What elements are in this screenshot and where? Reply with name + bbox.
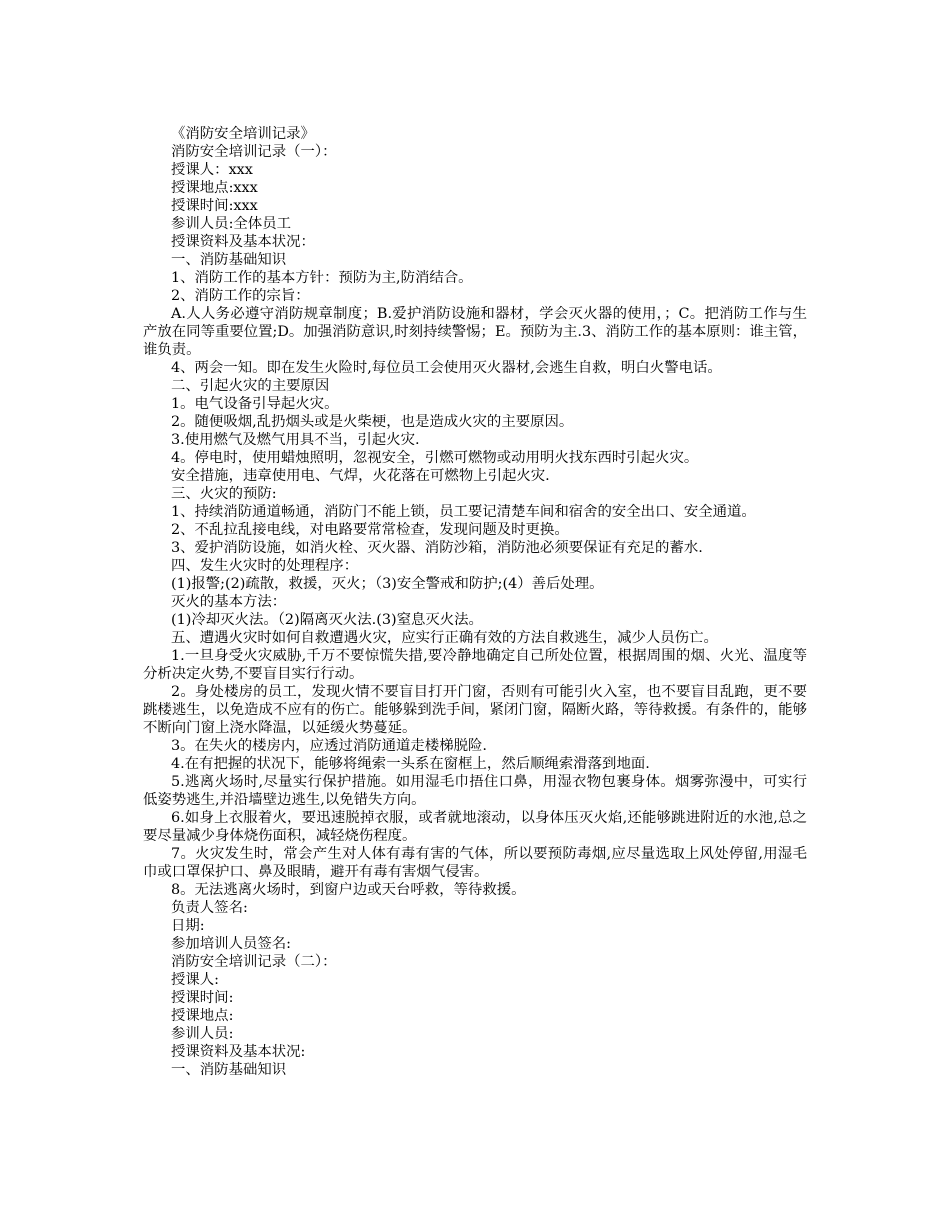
document-paragraph: 授课时间:xxx bbox=[171, 198, 258, 214]
document-paragraph: 5.逃离火场时,尽量实行保护措施。如用湿毛巾捂住口鼻，用湿衣物包裹身体。烟雾弥漫中，可实行低姿势逃生,并沿墙壁边逃生,以免错失方向。 bbox=[143, 774, 807, 808]
document-paragraph: 4。停电时，使用蜡烛照明，忽视安全，引燃可燃物或动用明火找东西时引起火灾。 bbox=[171, 450, 699, 466]
document-paragraph: 1、消防工作的基本方针：预防为主,防消结合。 bbox=[171, 270, 473, 286]
document-paragraph: 2。随便吸烟,乱扔烟头或是火柴梗，也是造成火灾的主要原因。 bbox=[171, 414, 574, 430]
document-paragraph: 《消防安全培训记录》 bbox=[171, 126, 315, 142]
document-paragraph: 二、引起火灾的主要原因 bbox=[171, 378, 330, 394]
document-paragraph: 4、两会一知。即在发生火险时,每位员工会使用灭火器材,会逃生自救，明白火警电话。 bbox=[171, 360, 722, 376]
document-paragraph: 2。身处楼房的员工，发现火情不要盲目打开门窗，否则有可能引火入室，也不要盲目乱跑，更不要跳楼逃生，以免造成不应有的伤亡。能够躲到洗手间，紧闭门窗，隔断火路，等待救援。有条件的，能够不断向门窗上浇水降温，以延缓火势蔓延。 bbox=[143, 684, 807, 736]
document-paragraph: 消防安全培训记录（二）： bbox=[171, 954, 337, 970]
document-paragraph: 授课人: bbox=[171, 972, 220, 988]
document-paragraph: 参加培训人员签名: bbox=[171, 936, 291, 952]
document-paragraph: 3.使用燃气及燃气用具不当，引起火灾. bbox=[171, 432, 420, 448]
document-paragraph: 负责人签名: bbox=[171, 900, 248, 916]
document-paragraph: 2、不乱拉乱接电线，对电路要常常检查，发现问题及时更换。 bbox=[171, 522, 569, 538]
document-paragraph: 灭火的基本方法： bbox=[171, 594, 287, 610]
document-paragraph: 消防安全培训记录（一）： bbox=[171, 144, 337, 160]
document-paragraph: 1.一旦身受火灾威胁,千万不要惊慌失措,要冷静地确定自己所处位置，根据周围的烟、火光、温度等分析决定火势,不要盲目实行行动。 bbox=[143, 648, 807, 682]
document-paragraph: 一、消防基础知识 bbox=[171, 1062, 287, 1078]
document-paragraph: 4.在有把握的状况下，能够将绳索一头系在窗框上，然后顺绳索滑落到地面. bbox=[171, 756, 650, 772]
document-paragraph: 授课资料及基本状况： bbox=[171, 234, 315, 250]
document-paragraph: 1、持续消防通道畅通，消防门不能上锁，员工要记清楚车间和宿舍的安全出口、安全通道。 bbox=[171, 504, 756, 520]
document-paragraph: (1)报警;(2)疏散，救援，灭火；（3)安全警戒和防护;(4）善后处理。 bbox=[171, 576, 604, 592]
document-paragraph: 四、发生火灾时的处理程序： bbox=[171, 558, 359, 574]
document-paragraph: 7。火灾发生时，常会产生对人体有毒有害的气体，所以要预防毒烟,应尽量选取上风处停留,用湿毛巾或口罩保护口、鼻及眼睛，避开有毒有害烟气侵害。 bbox=[143, 846, 807, 880]
document-paragraph: 授课时间: bbox=[171, 990, 234, 1006]
document-paragraph: 6.如身上衣服着火，要迅速脱掉衣服，或者就地滚动，以身体压灭火焰,还能够跳进附近的水池,总之要尽量减少身体烧伤面积，减轻烧伤程度。 bbox=[143, 810, 807, 844]
document-paragraph: 参训人员:全体员工 bbox=[171, 216, 291, 232]
document-body bbox=[143, 125, 807, 1079]
document-paragraph: 1。电气设备引导起火灾。 bbox=[171, 396, 339, 412]
document-paragraph: 三、火灾的预防: bbox=[171, 486, 277, 502]
document-paragraph: 8。无法逃离火场时，到窗户边或天台呼救，等待救援。 bbox=[171, 882, 526, 898]
document-paragraph: 参训人员: bbox=[171, 1026, 234, 1042]
document-paragraph: 日期: bbox=[171, 918, 205, 934]
document-paragraph: 3、爱护消防设施，如消火栓、灭火器、消防沙箱，消防池必须要保证有充足的蓄水. bbox=[171, 540, 703, 556]
document-paragraph: 3。在失火的楼房内，应透过消防通道走楼梯脱险. bbox=[171, 738, 487, 754]
document-paragraph: (1)冷却灭火法。（2)隔离灭火法.(3)窒息灭火法。 bbox=[171, 612, 483, 628]
document-paragraph: 2、消防工作的宗旨： bbox=[171, 288, 310, 304]
document-paragraph: 一、消防基础知识 bbox=[171, 252, 287, 268]
document-paragraph: 授课资料及基本状况: bbox=[171, 1044, 306, 1060]
document-paragraph: 授课地点:xxx bbox=[171, 180, 258, 196]
document-paragraph: 安全措施，违章使用电、气焊，火花落在可燃物上引起火灾. bbox=[171, 468, 550, 484]
document-paragraph: A.人人务必遵守消防规章制度；B.爱护消防设施和器材，学会灭火器的使用，；C。把消防工作与生产放在同等重要位置;D。加强消防意识,时刻持续警惕；E。预防为主.3、消防工作的基本原则：谁主管，谁负责。 bbox=[143, 306, 807, 358]
document-paragraph: 授课地点: bbox=[171, 1008, 234, 1024]
document-paragraph: 授课人：xxx bbox=[171, 162, 253, 178]
document-paragraph: 五、遭遇火灾时如何自救遭遇火灾，应实行正确有效的方法自救逃生，减少人员伤亡。 bbox=[171, 630, 718, 646]
